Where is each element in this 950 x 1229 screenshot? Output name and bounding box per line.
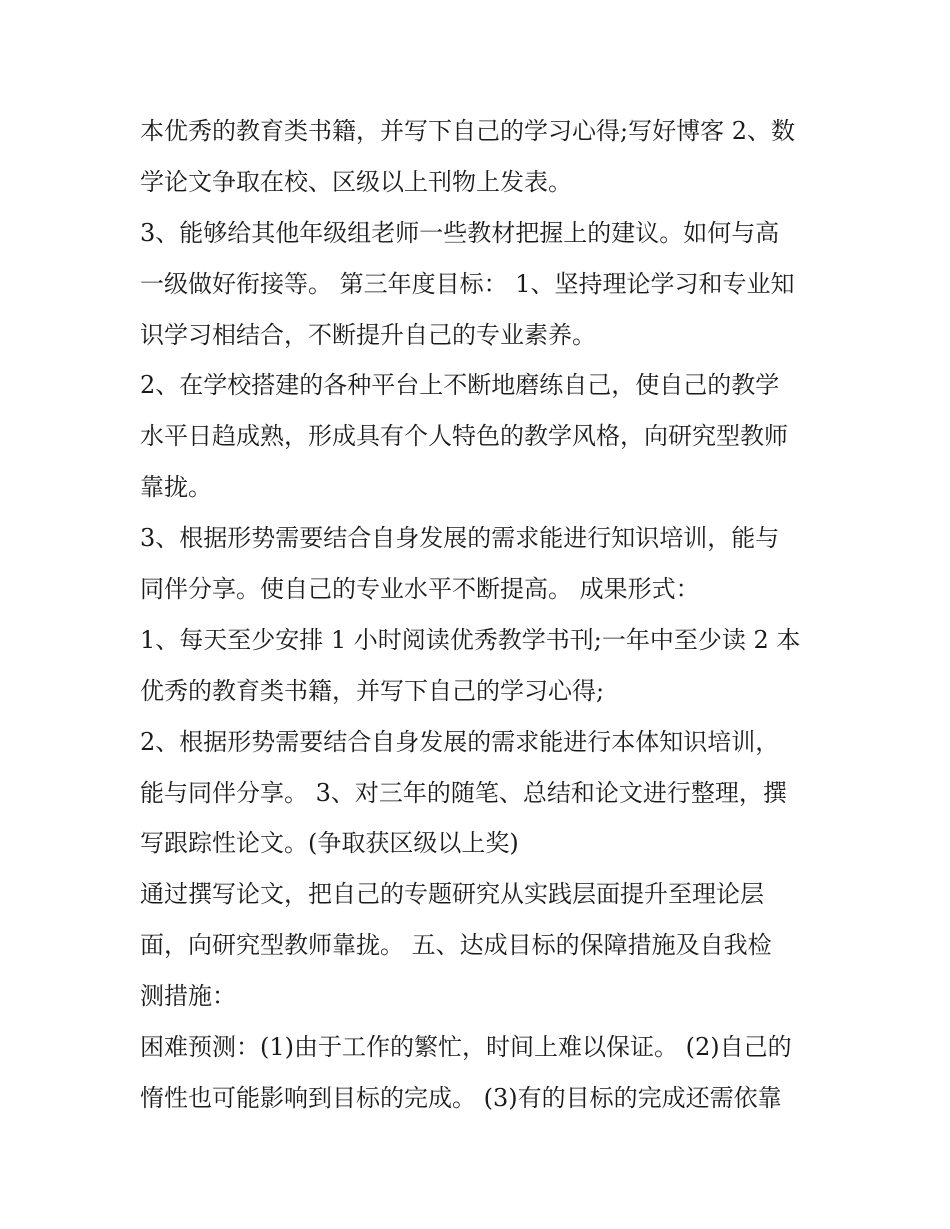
- text-line: 困难预测：(1)由于工作的繁忙，时间上难以保证。 (2)自己的: [140, 1033, 792, 1062]
- text-line: 3、根据形势需要结合自身发展的需求能进行知识培训，能与: [140, 524, 780, 553]
- text-line: 靠拢。: [140, 473, 212, 502]
- text-line: 2、在学校搭建的各种平台上不断地磨练自己，使自己的教学: [140, 371, 780, 400]
- text-line: 同伴分享。使自己的专业水平不断提高。 成果形式：: [140, 575, 700, 604]
- paragraph: [140, 1022, 820, 1124]
- text-line: 本优秀的教育类书籍，并写下自己的学习心得;写好博客 2、数: [140, 117, 795, 145]
- paragraph: [140, 360, 820, 513]
- text-line: 2、根据形势需要结合自身发展的需求能进行本体知识培训，: [140, 727, 780, 756]
- text-line: 学论文争取在校、区级以上刊物上发表。: [140, 167, 572, 196]
- text-line: 惰性也可能影响到目标的完成。 (3)有的目标的完成还需依靠: [140, 1083, 782, 1112]
- text-line: 测措施：: [140, 982, 236, 1011]
- text-line: 水平日趋成熟，形成具有个人特色的教学风格，向研究型教师: [140, 422, 788, 451]
- text-line: 一级做好衔接等。 第三年度目标： 1、坚持理论学习和专业知: [140, 269, 795, 298]
- text-line: 写跟踪性论文。(争取获区级以上奖): [140, 829, 519, 858]
- paragraph: [140, 208, 820, 361]
- paragraph: [140, 513, 820, 615]
- paragraph: [140, 615, 820, 717]
- text-line: 1、每天至少安排 1 小时阅读优秀教学书刊;一年中至少读 2 本: [140, 625, 801, 654]
- text-line: 优秀的教育类书籍，并写下自己的学习心得;: [140, 676, 605, 705]
- text-line: 面，向研究型教师靠拢。 五、达成目标的保障措施及自我检: [140, 931, 772, 960]
- paragraph: [140, 717, 820, 870]
- text-line: 通过撰写论文，把自己的专题研究从实践层面提升至理论层: [140, 880, 764, 909]
- paragraph: [140, 106, 820, 208]
- paragraph: [140, 869, 820, 1022]
- text-line: 识学习相结合，不断提升自己的专业素养。: [140, 320, 596, 349]
- text-line: 能与同伴分享。 3、对三年的随笔、总结和论文进行整理，撰: [140, 778, 787, 807]
- text-line: 3、能够给其他年级组老师一些教材把握上的建议。如何与高: [140, 218, 780, 247]
- document-body: [140, 106, 820, 1124]
